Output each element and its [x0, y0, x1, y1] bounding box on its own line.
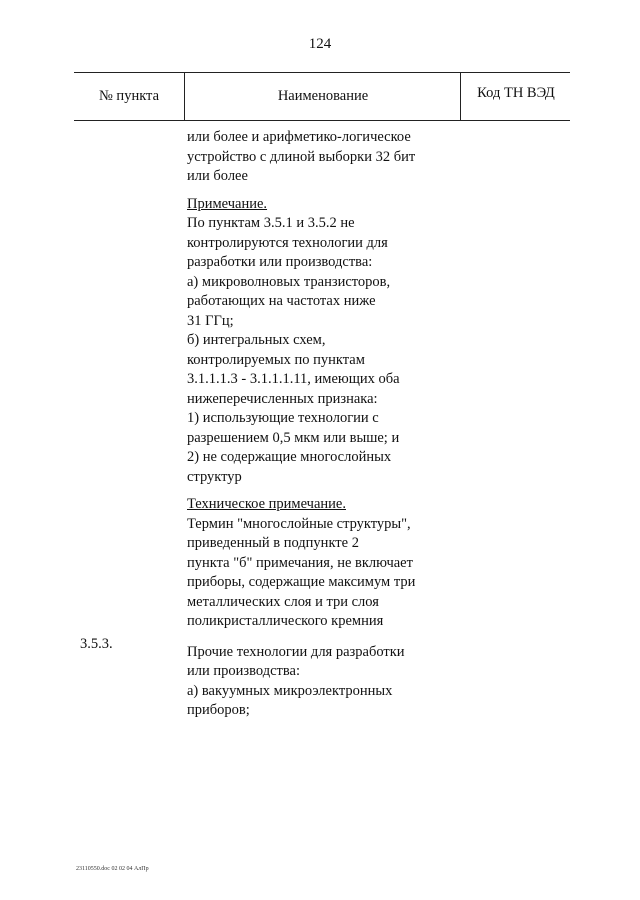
note-title: Примечание. [187, 195, 268, 212]
column-header-number: № пункта [98, 88, 160, 104]
tech-note-text: Термин "многослойные структуры", приведенный в подпункте 2 пункта "б" примечания, не включает приборы, содержащие максимум три металлических слоя и три слоя поликристаллического кремния [187, 515, 416, 629]
footer-filename: 23110550.doc 02 02 04 АлПр [76, 866, 149, 872]
tech-note-title: Техническое примечание. [187, 496, 346, 512]
page-number: 124 [308, 36, 332, 52]
name-column-content [187, 128, 467, 721]
spacer [187, 632, 467, 643]
table-header [74, 72, 570, 121]
item-text: Прочие технологии для разработки или производства: а) вакуумных микроэлектронных приборов; [187, 643, 405, 718]
column-header-code: Код ТН ВЭД [460, 73, 571, 120]
spacer [187, 187, 467, 195]
column-header-name: Наименование [184, 73, 461, 120]
item-number: 3.5.3. [80, 636, 113, 652]
continuation-text: или более и арифметико-логическое устройство с длиной выборки 32 бит или более [187, 129, 416, 184]
spacer [187, 487, 467, 495]
note-text: По пунктам 3.5.1 и 3.5.2 не контролируются технологии для разработки или производства: а) микроволновых транзисторов, работающих на частотах ниже 31 ГГц; б) интегральных схем, контролируемых по пунктам 3.1.1.1.3 - 3.1.1.1.11, имеющих оба нижеперечисленных признака: 1) использующие технологии с разрешением 0,5 мкм или выше; и 2) не содержащие многослойных структур [187, 215, 400, 485]
